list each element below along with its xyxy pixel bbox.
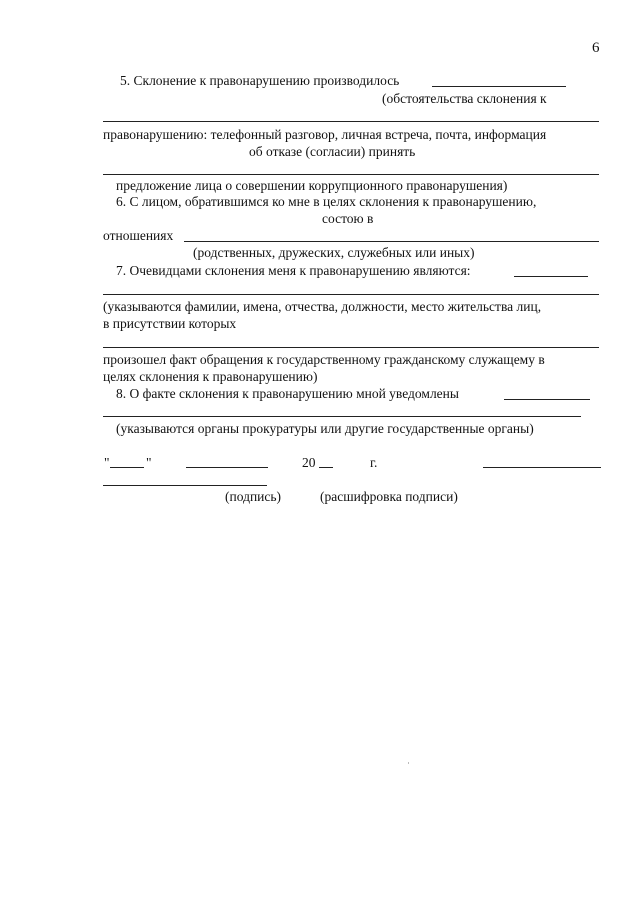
item7-witnesses-line[interactable]	[103, 294, 599, 295]
page-number: 6	[592, 40, 600, 56]
item7-hint-line4: целях склонения к правонарушению)	[103, 369, 318, 384]
decode-signature-line[interactable]	[483, 467, 601, 468]
item7-text: 7. Очевидцами склонения меня к правонарушению являются:	[116, 263, 471, 278]
item7-hint-line1: (указываются фамилии, имена, отчества, должности, место жительства лиц,	[103, 299, 542, 314]
item6-relations-label: отношениях	[103, 228, 174, 243]
item6-relations-line[interactable]	[184, 241, 599, 242]
date-quote-close: "	[146, 455, 152, 470]
item8-authorities-line[interactable]	[103, 416, 581, 417]
item5-hint-part2: правонарушению: телефонный разговор, личная встреча, почта, информация	[103, 127, 547, 142]
item6-hint: (родственных, дружеских, служебных или иных)	[193, 245, 475, 260]
item6-text2: состою в	[322, 211, 374, 226]
signature-line[interactable]	[103, 485, 267, 486]
item5-hint-part4: предложение лица о совершении коррупционного правонарушения)	[116, 178, 508, 193]
date-quote-open: "	[104, 455, 110, 470]
scan-speck	[408, 762, 409, 764]
item7-hint-line2: в присутствии которых	[103, 316, 237, 331]
date-year-prefix: 20	[302, 455, 316, 470]
item5-circumstances-line[interactable]	[103, 121, 599, 122]
item5-hint-part1: (обстоятельства склонения к	[382, 91, 547, 106]
date-month-line[interactable]	[186, 467, 268, 468]
item7-witnesses-line2[interactable]	[103, 347, 599, 348]
item7-hint-line3: произошел факт обращения к государственному гражданскому служащему в	[103, 352, 545, 367]
item6-text: 6. С лицом, обратившимся ко мне в целях склонения к правонарушению,	[116, 194, 537, 209]
item5-blank[interactable]	[432, 86, 566, 87]
date-day-line[interactable]	[110, 467, 144, 468]
decode-signature-label: (расшифровка подписи)	[320, 489, 458, 504]
item5-text: 5. Склонение к правонарушению производилось	[120, 73, 400, 88]
date-year-suffix: г.	[370, 455, 378, 470]
item5-hint-part3: об отказе (согласии) принять	[249, 144, 416, 159]
date-year-line[interactable]	[319, 467, 333, 468]
item5-answer-line[interactable]	[103, 174, 599, 175]
signature-label: (подпись)	[225, 489, 282, 504]
item8-text: 8. О факте склонения к правонарушению мной уведомлены	[116, 386, 459, 401]
item8-hint: (указываются органы прокуратуры или другие государственные органы)	[116, 421, 534, 436]
item7-blank[interactable]	[514, 276, 588, 277]
item8-blank[interactable]	[504, 399, 590, 400]
